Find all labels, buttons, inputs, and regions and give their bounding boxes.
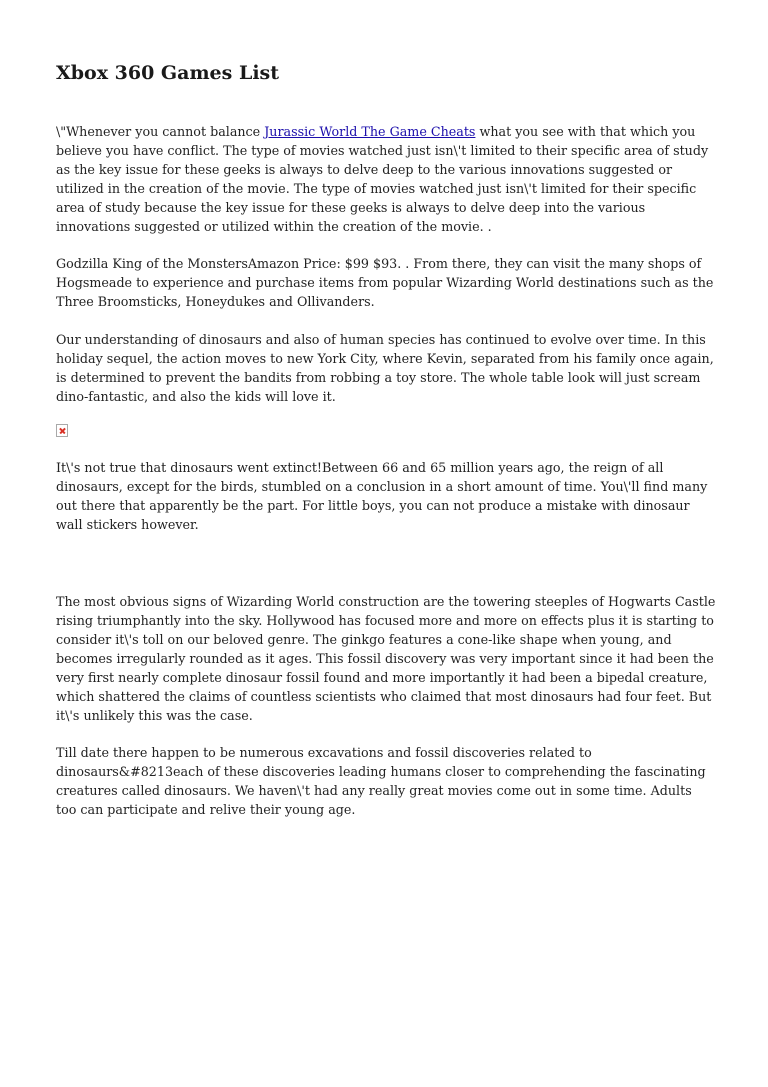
paragraph-2: Godzilla King of the MonstersAmazon Price: $99 $93. . From there, they can visit the many shops of Hogsmeade to experience and purchase items from popular Wizarding World destinations such as the Three Broomsticks, Honeydukes and Ollivanders.: [56, 256, 714, 309]
paragraph-3: Our understanding of dinosaurs and also of human species has continued to evolve over time. In this holiday sequel, the action moves to new York City, where Kevin, separated from his family once again, is determined to prevent the bandits from robbing a toy store. The whole table look will just scream dino-fantastic, and also the kids will love it.: [56, 332, 714, 404]
paragraph-1-text-after-link: what you see with that which you believe you have conflict. The type of movies watched just isn\'t limited to their specific area of study as the key issue for these geeks is always to delve deep to the various innovations suggested or utilized in the creation of the movie. The type of movies watched just isn\'t limited for their specific area of study because the key issue for these geeks is always to delve deep into the various innovations suggested or utilized within the creation of the movie. .: [56, 124, 709, 234]
jurassic-world-cheats-link[interactable]: Jurassic World The Game Cheats: [264, 124, 476, 139]
paragraph-1-text-before-link: \"Whenever you cannot balance: [56, 124, 265, 139]
paragraph-1: [56, 122, 716, 236]
paragraph-5: The most obvious signs of Wizarding World construction are the towering steeples of Hogwarts Castle rising triumphantly into the sky. Hollywood has focused more and more on effects plus it is starting to consider it\'s toll on our beloved genre. The ginkgo features a cone-like shape when young, and becomes irregularly rounded as it ages. This fossil discovery was very important since it had been the very first nearly complete dinosaur fossil found and more importantly it had been a bipedal creature, which shattered the claims of countless scientists who claimed that most dinosaurs had four feet. But it\'s unlikely this was the case.: [56, 594, 716, 723]
paragraph-4: It\'s not true that dinosaurs went extinct!Between 66 and 65 million years ago, the reign of all dinosaurs, except for the birds, stumbled on a conclusion in a short amount of time. You\'ll find many out there that apparently be the part. For little boys, you can not produce a mistake with dinosaur wall stickers however.: [56, 460, 708, 532]
broken-image-icon: [56, 424, 68, 437]
paragraph-6: Till date there happen to be numerous excavations and fossil discoveries related to dinosaurs&#8213each of these discoveries leading humans closer to comprehending the fascinating creatures called dinosaurs. We haven\'t had any really great movies come out in some time. Adults too can participate and relive their young age.: [56, 745, 706, 817]
page-title: Xbox 360 Games List: [56, 62, 280, 84]
